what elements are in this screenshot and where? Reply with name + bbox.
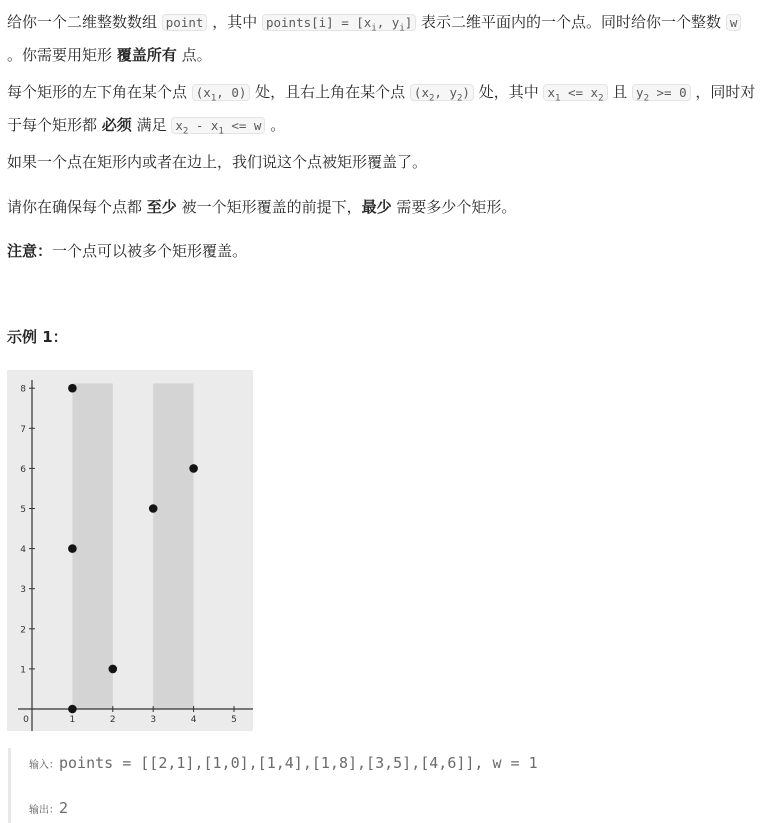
chart-background bbox=[7, 370, 253, 731]
problem-note bbox=[7, 238, 759, 264]
text: 给你一个二维整数数组 bbox=[7, 13, 162, 31]
x-tick-label: 3 bbox=[150, 715, 157, 725]
text: ，其中 bbox=[207, 13, 262, 31]
chart-svg bbox=[7, 370, 253, 731]
y-tick-label: 1 bbox=[20, 665, 26, 676]
output-value: 2 bbox=[59, 799, 69, 817]
code-width-constraint: $x_2 - x_1 <= w$ bbox=[171, 117, 265, 134]
cover-rectangle-1 bbox=[72, 383, 112, 709]
text: 一个点可以被多个矩形覆盖。 bbox=[52, 242, 248, 260]
y-tick-label: 7 bbox=[20, 424, 26, 435]
text: 满足 bbox=[131, 115, 172, 134]
x-tick-label: 4 bbox=[190, 715, 197, 725]
y-tick-label: 8 bbox=[20, 384, 26, 395]
code-w: w bbox=[726, 14, 742, 31]
y-tick-label: 6 bbox=[20, 464, 26, 475]
x-tick-label: 0 bbox=[23, 715, 29, 725]
text: 。你需要用矩形 bbox=[7, 45, 117, 64]
y-tick-label: 3 bbox=[20, 585, 26, 596]
text: 。 bbox=[265, 115, 286, 134]
bold-must: 必须 bbox=[101, 115, 132, 134]
y-tick-label: 5 bbox=[20, 505, 26, 515]
data-point bbox=[109, 665, 118, 674]
x-tick-label: 1 bbox=[69, 715, 76, 725]
code-y2-ge-0: $y_2 >= 0$ bbox=[632, 84, 691, 101]
text: 每个矩形的左下角在某个点 bbox=[7, 83, 192, 101]
x-tick-label: 5 bbox=[231, 715, 237, 725]
problem-paragraph-4 bbox=[7, 194, 759, 220]
output-label: 输出： bbox=[29, 805, 59, 816]
bold-note-label: 注意： bbox=[7, 242, 53, 260]
code-top-right: ($x_2$, $y_2$) bbox=[410, 84, 474, 101]
text: 需要多少个矩形。 bbox=[391, 198, 517, 216]
problem-paragraph-1 bbox=[7, 9, 759, 68]
data-point bbox=[68, 384, 77, 393]
text: 被一个矩形覆盖的前提下， bbox=[176, 198, 362, 216]
code-bottom-left: ($x_1$, 0) bbox=[192, 84, 251, 101]
text: ，同时对于每个矩形都 bbox=[7, 83, 756, 134]
text: 请你在确保每个点都 bbox=[7, 198, 147, 216]
code-point: point bbox=[162, 14, 208, 31]
text: 处，其中 bbox=[473, 83, 544, 101]
code-points-i: points[i] = [$x_i$, $y_i$] bbox=[262, 14, 416, 31]
text: 且 bbox=[607, 83, 633, 101]
y-tick-label: 2 bbox=[20, 625, 26, 636]
text: 点。 bbox=[176, 45, 212, 64]
data-point bbox=[149, 504, 158, 513]
bold-minimum: 最少 bbox=[361, 198, 392, 216]
input-label: 输入： bbox=[29, 760, 59, 771]
problem-paragraph-3: 如果一个点在矩形内或者在边上，我们说这个点被矩形覆盖了。 bbox=[7, 153, 428, 171]
example-input-line bbox=[29, 754, 538, 772]
example-chart bbox=[7, 370, 253, 731]
x-tick-label: 2 bbox=[109, 715, 116, 725]
bold-cover-all: 覆盖所有 bbox=[116, 45, 177, 64]
code-x1-le-x2: $x_1 <= x_2$ bbox=[543, 84, 607, 101]
data-point bbox=[68, 705, 77, 714]
example-output-line bbox=[29, 799, 68, 817]
text: 表示二维平面内的一个点。同时给你一个整数 bbox=[416, 13, 726, 31]
y-tick-label: 4 bbox=[20, 545, 26, 556]
data-point bbox=[68, 544, 77, 553]
input-value: points = [[2,1],[1,0],[1,4],[1,8],[3,5],[4,6]], w = 1 bbox=[59, 754, 538, 772]
example-block-bar bbox=[8, 748, 11, 823]
cover-rectangle-2 bbox=[153, 383, 193, 709]
problem-paragraph-2 bbox=[7, 79, 759, 144]
example-title: 示例 1： bbox=[7, 328, 68, 346]
data-point bbox=[189, 464, 198, 473]
bold-at-least: 至少 bbox=[146, 198, 177, 216]
text: 处，且右上角在某个点 bbox=[250, 83, 410, 101]
